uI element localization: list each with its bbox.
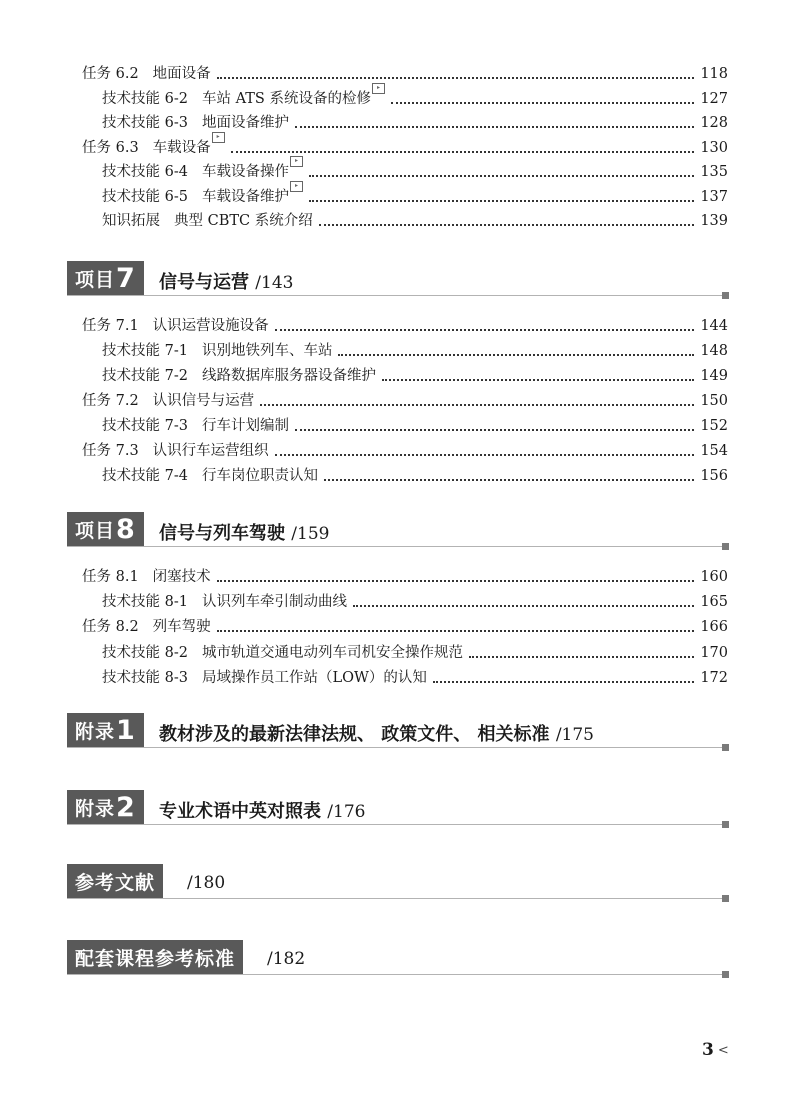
- appendix-2-badge: [67, 790, 144, 824]
- appendix-2-title-row: [159, 797, 365, 823]
- toc-entry-page: 152: [700, 418, 728, 434]
- project-7-number: 7: [116, 262, 136, 294]
- toc-entry-page: 170: [700, 644, 728, 661]
- video-resource-icon[interactable]: ▸: [290, 181, 303, 192]
- toc-entry-title: 车载设备维护: [201, 188, 289, 205]
- dot-leader: [295, 126, 694, 128]
- toc-entry-text: [102, 668, 427, 688]
- toc-entry-title: 认识行车运营组织: [152, 443, 269, 459]
- toc-entry-title: 闭塞技术: [152, 569, 211, 585]
- toc-subentry[interactable]: [102, 462, 728, 486]
- dot-leader: [217, 580, 695, 582]
- toc-entry-text: [82, 617, 211, 637]
- project-7-badge: [67, 261, 144, 295]
- appendix-2-prefix: 附录: [75, 797, 116, 820]
- toc-entry-label: 技术技能 6-4: [102, 164, 188, 180]
- appendix-2-title: 专业术语中英对照表: [159, 801, 321, 822]
- toc-entry-page: 160: [700, 569, 728, 585]
- project-8-title: 信号与列车驾驶: [159, 523, 285, 544]
- project-7-prefix: 项目: [75, 268, 116, 291]
- references-page: /180: [187, 873, 226, 893]
- dot-leader: [324, 479, 694, 481]
- toc-subentry[interactable]: [102, 337, 728, 361]
- toc-subentry[interactable]: [102, 183, 728, 207]
- appendix-1-header: [67, 713, 729, 748]
- toc-entry-title: 典型 CBTC 系统介绍: [174, 213, 313, 229]
- toc-entry-text: [102, 83, 385, 109]
- toc-entry-text: [102, 341, 332, 361]
- video-resource-icon[interactable]: ▸: [290, 156, 303, 167]
- toc-entry-title: 局域操作员工作站（LOW）的认知: [201, 669, 427, 686]
- toc-entry-page: 118: [700, 66, 728, 82]
- toc-entry-page: 172: [700, 669, 728, 686]
- toc-entry-page: 128: [700, 115, 728, 131]
- references-page-row: [187, 872, 225, 893]
- project-8-header: [67, 512, 729, 547]
- toc-entry-page: 130: [700, 139, 728, 156]
- page-folio: [702, 1040, 729, 1060]
- toc-subentry[interactable]: [102, 588, 728, 612]
- toc-entry-page: 149: [700, 368, 728, 384]
- standard-label: 配套课程参考标准: [75, 947, 236, 970]
- toc-entry[interactable]: [82, 134, 728, 158]
- appendix-2-header: [67, 790, 729, 825]
- toc-entry-page: 144: [700, 318, 728, 334]
- toc-entry[interactable]: [82, 387, 728, 411]
- appendix-1-title: 教材涉及的最新法律法规、 政策文件、 相关标准: [159, 724, 550, 745]
- project-8-prefix: 项目: [75, 519, 116, 542]
- toc-entry-text: [82, 441, 269, 461]
- toc-entry-title: 地面设备维护: [201, 115, 289, 131]
- toc-entry-text: [82, 316, 269, 336]
- toc-entry-title: 车载设备操作: [201, 164, 289, 180]
- dot-leader: [275, 454, 695, 456]
- dot-leader: [217, 630, 695, 632]
- dot-leader: [353, 605, 694, 607]
- toc-entry-text: [102, 157, 303, 182]
- dot-leader: [382, 379, 694, 381]
- toc-entry-text: [82, 132, 225, 158]
- toc-entry-page: 150: [700, 393, 728, 409]
- dot-leader: [231, 151, 695, 153]
- toc-entry-page: 135: [700, 164, 728, 180]
- toc-entry[interactable]: [82, 563, 728, 587]
- toc-entry-text: [82, 64, 211, 84]
- toc-entry[interactable]: [82, 437, 728, 461]
- toc-entry-page: 127: [700, 90, 728, 107]
- toc-entry-title: 识别地铁列车、车站: [201, 343, 333, 359]
- project-8-number: 8: [116, 513, 136, 545]
- toc-entry-text: [102, 592, 347, 612]
- toc-subentry[interactable]: [102, 207, 728, 231]
- toc-entry-title: 认识运营设施设备: [152, 318, 269, 334]
- toc-entry-title: 认识列车牵引制动曲线: [201, 594, 347, 611]
- appendix-1-prefix: 附录: [75, 720, 116, 743]
- toc-entry-label: 技术技能 7-1: [102, 343, 188, 359]
- toc-entry-label: 技术技能 6-3: [102, 115, 188, 131]
- toc-entry-title: 认识信号与运营: [152, 393, 255, 409]
- appendix-1-page: /175: [555, 725, 594, 745]
- toc-entry-label: 技术技能 8-2: [102, 644, 188, 661]
- toc-entry-text: [102, 211, 313, 231]
- appendix-1-badge: [67, 713, 144, 747]
- appendix-1-title-row: [159, 720, 594, 746]
- toc-entry-label: 技术技能 8-1: [102, 594, 188, 611]
- toc-entry-text: [102, 466, 318, 486]
- references-header: [67, 864, 729, 899]
- toc-subentry[interactable]: [102, 412, 728, 436]
- toc-entry[interactable]: [82, 613, 728, 637]
- toc-subentry[interactable]: [102, 639, 728, 663]
- toc-entry[interactable]: [82, 312, 728, 336]
- toc-entry-title: 行车计划编制: [201, 418, 289, 434]
- dot-leader: [319, 224, 695, 226]
- toc-subentry[interactable]: [102, 109, 728, 133]
- dot-leader: [433, 681, 694, 683]
- toc-entry-label: 任务 6.3: [82, 139, 139, 156]
- standard-page: /182: [267, 949, 306, 969]
- toc-entry-page: 139: [700, 213, 728, 229]
- project-7-header: [67, 261, 729, 296]
- dot-leader: [469, 656, 694, 658]
- toc-entry-title: 地面设备: [152, 66, 211, 82]
- appendix-2-number: 2: [116, 791, 136, 823]
- toc-entry-text: [82, 567, 211, 587]
- toc-entry-text: [102, 643, 463, 663]
- toc-entry-title: 城市轨道交通电动列车司机安全操作规范: [201, 644, 463, 661]
- standard-badge: [67, 940, 243, 974]
- dot-leader: [260, 404, 694, 406]
- toc-entry-title: 行车岗位职责认知: [201, 468, 318, 484]
- video-resource-icon[interactable]: ▸: [212, 132, 225, 143]
- video-resource-icon[interactable]: ▸: [372, 83, 385, 94]
- toc-entry-label: 技术技能 7-2: [102, 368, 188, 384]
- toc-entry-label: 技术技能 6-5: [102, 188, 188, 205]
- dot-leader: [309, 200, 694, 202]
- dot-leader: [275, 329, 695, 331]
- toc-entry-text: [102, 366, 376, 386]
- toc-entry-label: 技术技能 6-2: [102, 90, 188, 107]
- project-8-title-row: [159, 519, 329, 545]
- page-number: 3: [702, 1040, 714, 1060]
- toc-entry-title: 车载设备: [152, 139, 211, 156]
- toc-entry-page: 154: [700, 443, 728, 459]
- references-label: 参考文献: [75, 871, 156, 894]
- toc-entry-label: 任务 7.2: [82, 393, 139, 409]
- toc-entry-text: [102, 181, 303, 207]
- toc-entry-label: 任务 8.1: [82, 569, 139, 585]
- toc-subentry[interactable]: [102, 362, 728, 386]
- project-7-page: /143: [255, 273, 294, 293]
- toc-entry-page: 148: [700, 343, 728, 359]
- toc-entry-page: 165: [700, 594, 728, 611]
- toc-entry-label: 技术技能 7-4: [102, 468, 188, 484]
- project-7-title: 信号与运营: [159, 272, 249, 293]
- toc-entry-text: [102, 113, 289, 133]
- toc-entry-title: 线路数据库服务器设备维护: [201, 368, 376, 384]
- project-8-badge: [67, 512, 144, 546]
- project-7-title-row: [159, 268, 293, 294]
- dot-leader: [391, 102, 694, 104]
- toc-entry-text: [82, 391, 254, 411]
- appendix-2-page: /176: [327, 802, 366, 822]
- project-8-page: /159: [291, 524, 330, 544]
- toc-entry-page: 156: [700, 468, 728, 484]
- dot-leader: [217, 77, 695, 79]
- toc-subentry[interactable]: [102, 664, 728, 688]
- toc-subentry[interactable]: [102, 85, 728, 109]
- toc-entry-label: 任务 7.3: [82, 443, 139, 459]
- toc-entry-label: 技术技能 7-3: [102, 418, 188, 434]
- toc-entry-title: 列车驾驶: [152, 619, 211, 636]
- toc-entry-label: 技术技能 8-3: [102, 669, 188, 686]
- toc-subentry[interactable]: [102, 158, 728, 182]
- toc-entry-label: 任务 7.1: [82, 318, 139, 334]
- dot-leader: [338, 354, 694, 356]
- dot-leader: [309, 175, 694, 177]
- references-badge: [67, 864, 163, 898]
- toc-entry-page: 166: [700, 619, 728, 636]
- toc-entry-label: 任务 8.2: [82, 619, 139, 636]
- toc-entry-page: 137: [700, 188, 728, 205]
- standard-page-row: [267, 948, 305, 969]
- toc-entry[interactable]: [82, 60, 728, 84]
- toc-entry-title: 车站 ATS 系统设备的检修: [201, 90, 371, 107]
- toc-entry-label: 任务 6.2: [82, 66, 139, 82]
- page-arrow-icon: <: [717, 1042, 729, 1058]
- appendix-1-number: 1: [116, 714, 136, 746]
- dot-leader: [295, 429, 694, 431]
- toc-entry-text: [102, 416, 289, 436]
- toc-entry-label: 知识拓展: [102, 213, 160, 229]
- standard-header: [67, 940, 729, 975]
